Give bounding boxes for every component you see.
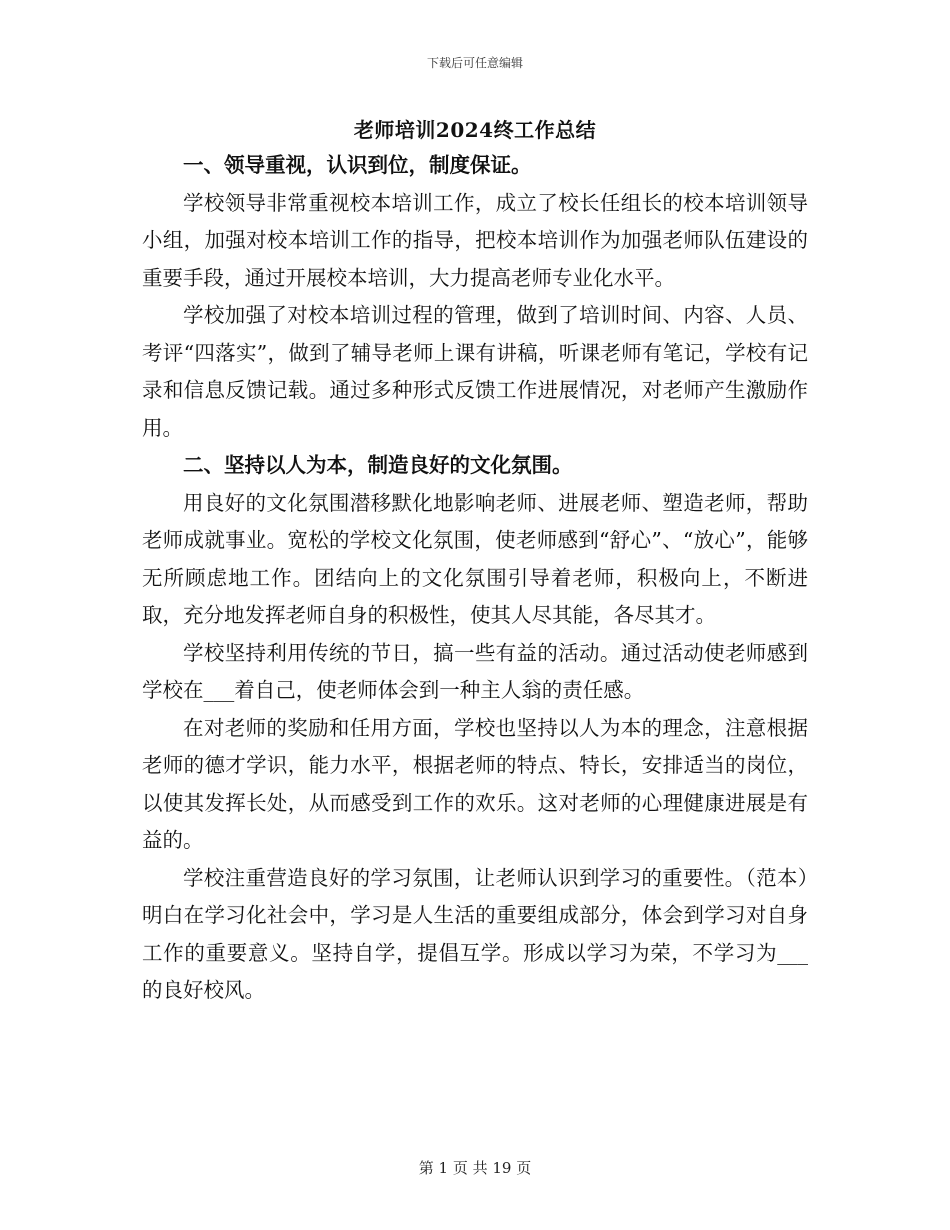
paragraph-2-1: 用良好的文化氛围潜移默化地影响老师、进展老师、塑造老师，帮助老师成就事业。宽松的学校文化氛围，使老师感到“舒心”、“放心”，能够无所顾虑地工作。团结向上的文化氛围引导着老师，积极向上，不断进取，充分地发挥老师自身的积极性，使其人尽其能，各尽其才。 [142, 490, 808, 627]
section-heading-1: 一、领导重视，认识到位，制度保证。 [183, 153, 532, 177]
paragraph-2-3: 在对老师的奖励和任用方面，学校也坚持以人为本的理念，注意根据老师的德才学识，能力水平，根据老师的特点、特长，安排适当的岗位，以使其发挥长处，从而感受到工作的欢乐。这对老师的心理健康进展是有益的。 [142, 715, 808, 852]
section-heading-2: 二、坚持以人为本，制造良好的文化氛围。 [183, 453, 573, 477]
document-title: 老师培训2024终工作总结 [353, 118, 597, 142]
document-body [142, 147, 808, 1010]
paragraph-2-4: 学校注重营造良好的学习氛围，让老师认识到学习的重要性。（范本）明白在学习化社会中，学习是人生活的重要组成部分，体会到学习对自身工作的重要意义。坚持自学，提倡互学。形成以学习为荣，不学习为___的良好校风。 [142, 865, 808, 1002]
paragraph-2-2: 学校坚持利用传统的节日，搞一些有益的活动。通过活动使老师感到学校在___着自己，使老师体会到一种主人翁的责任感。 [142, 640, 808, 702]
paragraph-1-2: 学校加强了对校本培训过程的管理，做到了培训时间、内容、人员、考评“四落实”，做到了辅导老师上课有讲稿，听课老师有笔记，学校有记录和信息反馈记载。通过多种形式反馈工作进展情况，对老师产生激励作用。 [142, 303, 808, 440]
paragraph-1-1: 学校领导非常重视校本培训工作，成立了校长任组长的校本培训领导小组，加强对校本培训工作的指导，把校本培训作为加强老师队伍建设的重要手段，通过开展校本培训，大力提高老师专业化水平。 [142, 190, 808, 290]
header-note: 下载后可任意编辑 [426, 56, 523, 70]
page-number: 第 1 页 共 19 页 [418, 1159, 532, 1177]
